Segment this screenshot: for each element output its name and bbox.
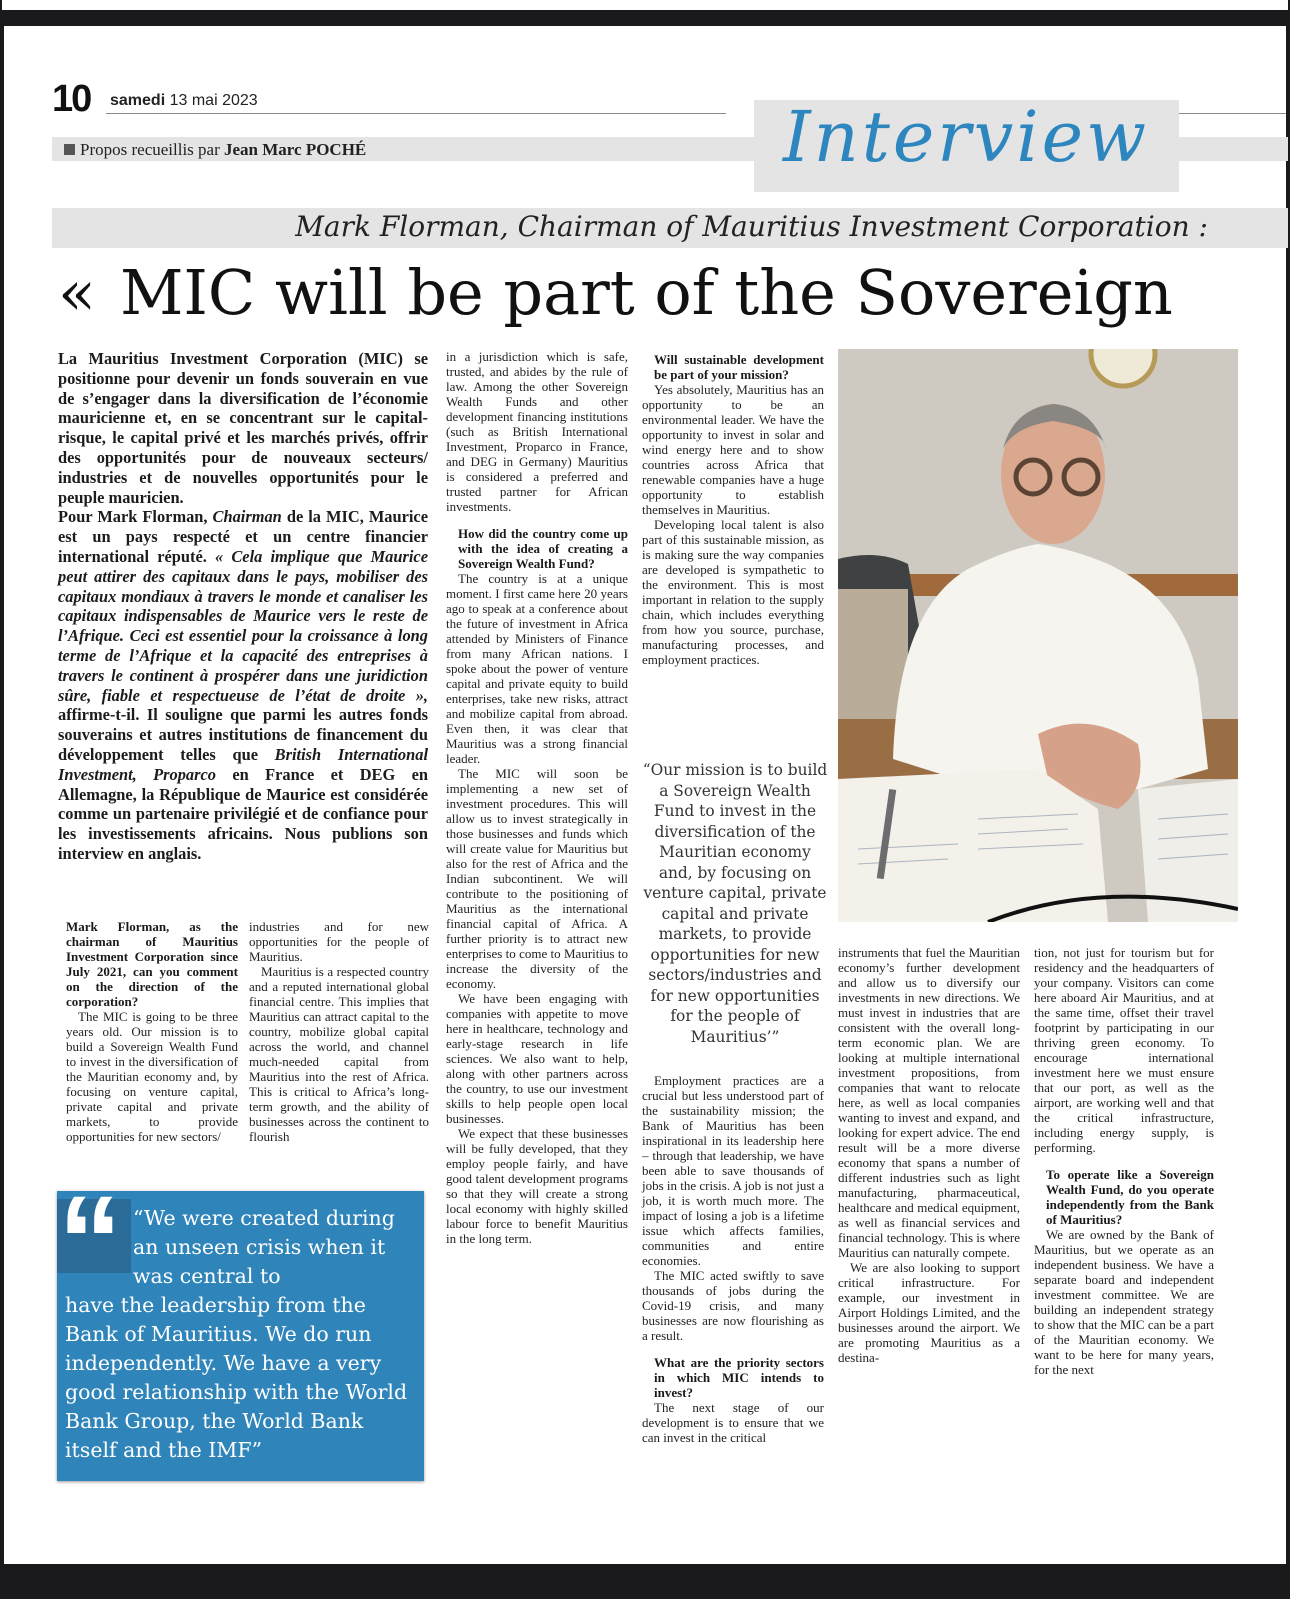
intro-text: en France et DEG en Allemagne, la République de Maurice est considérée comme un partenaire privilégié et de confiance pour les investissements africains. Nous publions son interview en anglais.: [58, 764, 428, 863]
article-column-6: [1034, 945, 1214, 1377]
intro-italic: British International Investment, Proparco: [58, 744, 428, 784]
intro-paragraph: [58, 507, 428, 863]
interview-answer: We have been engaging with companies with appetite to move here in healthcare, technology and early-stage research in life sciences. We also want to help, along with other partners across the country, to use our investment skills to help people open local businesses.: [446, 991, 628, 1126]
top-page-edge: [0, 0, 1290, 10]
square-bullet-icon: [64, 144, 75, 155]
page-number: 10: [52, 78, 91, 120]
interview-answer: Mauritius is a respected country and a reputed international global financial centre. This implies that Mauritius can attract capital to the country, mobilize global capital across the world, and channel much-needed capital from Mauritius into the rest of Africa. This is critical to Africa’s long-term growth, and the ability of businesses across the continent to flourish: [249, 964, 429, 1144]
pull-quote: “Our mission is to build a Sovereign Wealth Fund to invest in the diversification of the Mauritian economy and, by focusing on venture capital, private capital and private markets, to provide opportunities for new sectors/industries and for new opportunities for the people of Mauritius’”: [642, 761, 828, 1046]
headline-open-quote: «: [58, 256, 96, 329]
article-column-5: [838, 945, 1020, 1365]
interview-answer: tion, not just for tourism but for residency and the headquarters of your company. Visitors can come here aboard Air Mauritius, and at the same time, offset their travel footprint by participating in our thriving green economy. To encourage international investment here we must ensure that our port, as well as the airport, are working well and that the critical infrastructure, including energy supply, is performing.: [1034, 945, 1214, 1155]
header-rule-left: [106, 113, 726, 114]
interview-answer: The MIC acted swiftly to save thousands of jobs during the Covid-19 crisis, and many businesses are now flourishing as a result.: [642, 1268, 824, 1343]
dateline: [110, 92, 258, 110]
interview-answer: industries and for new opportunities for the people of Mauritius.: [249, 919, 429, 964]
interview-question: To operate like a Sovereign Wealth Fund, do you operate independently from the Bank of Mauritius?: [1046, 1167, 1214, 1227]
date-label: 13 mai 2023: [169, 92, 258, 109]
day-label: samedi: [110, 92, 166, 109]
chair-back: [838, 589, 908, 719]
highlight-quote-lead: “We were created during an unseen crisis when it was central to: [133, 1206, 395, 1288]
interview-answer: The MIC is going to be three years old. Our mission is to build a Sovereign Wealth Fund to invest in the diversification of the Mauritian economy and, by focusing on venture capital, private capital and private markets, to provide opportunities for new sectors/: [66, 1009, 238, 1144]
highlight-quote-rest: have the leadership from the Bank of Mauritius. We do run independently. We have a very good relationship with the World Bank Group, the World Bank itself and the IMF”: [65, 1293, 408, 1462]
interview-question: How did the country come up with the idea of creating a Sovereign Wealth Fund?: [458, 526, 628, 571]
intro-text: Pour Mark Florman,: [58, 507, 208, 527]
intro-paragraph: La Mauritius Investment Corporation (MIC) se positionne pour devenir un fonds souverain en vue de s’engager dans la diversification de l’économie mauricienne et, en se concentrant sur le capital-risque, le capital privé et les marchés privés, offrir des opportunités pour de nouveaux secteurs/ industries et de nouvelles opportunités pour le peuple mauricien.: [58, 349, 428, 507]
byline-author: Jean Marc POCHÉ: [224, 140, 367, 159]
portrait-illustration: [838, 349, 1238, 922]
article-subtitle: Mark Florman, Chairman of Mauritius Investment Corporation :: [295, 210, 1208, 243]
header-rule-right: [1175, 113, 1286, 114]
interviewee-photo: [838, 349, 1238, 922]
article-headline: [58, 256, 1173, 329]
interview-question: What are the priority sectors in which MIC intends to invest?: [654, 1355, 824, 1400]
interview-answer: We expect that these businesses will be fully developed, that they employ people fairly, and have good talent development programs so that they will create a strong local economy with highly skilled labour force to benefit Mauritius in the long term.: [446, 1126, 628, 1246]
article-column-3: [446, 349, 628, 1246]
intro-text: affirme-t-il. Il souligne que parmi les autres fonds souverains et autres institutions de financement du développement telles que: [58, 705, 428, 764]
article-column-2: [249, 919, 429, 1144]
quote-mark-icon: “: [58, 1170, 122, 1313]
interview-question: Mark Florman, as the chairman of Mauritius Investment Corporation since July 2021, can you comment on the direction of the corporation?: [66, 919, 238, 1009]
byline-prefix: Propos recueillis par: [80, 140, 220, 159]
section-title: Interview: [782, 96, 1150, 178]
interview-answer: instruments that fuel the Mauritian economy’s further development and allow us to diversify our investments in new directions. We must invest in industries that are consistent with the overall long-term economic plan. We are looking at multiple international investment propositions, from companies that want to relocate here, as well as local companies wanting to invest and expand, and looking for expert advice. The end result will be a more diverse economy that spans a number of different industries such as light manufacturing, pharmaceutical, healthcare and medical equipment, as well as financial services and financial technology. This is where Mauritius can naturally compete.: [838, 945, 1020, 1260]
article-intro: [58, 349, 428, 864]
intro-italic: Chairman: [212, 507, 282, 527]
intro-quote: « Cela implique que Maurice peut attirer des capitaux dans le pays, mobiliser des capitaux mondiaux à travers le monde et canaliser les capitaux indispensables de Maurice vers le reste de l’Afrique. Ceci est essentiel pour la croissance à long terme de l’Afrique et la capacité des entreprises à travers le continent à prospérer dans une juridiction sûre, fiable et respectueuse de l’état de droite »,: [58, 546, 428, 705]
interview-answer: in a jurisdiction which is safe, trusted, and abides by the rule of law. Among the other Sovereign Wealth Funds and other development financing institutions (such as British International Investment, Proparco in France, and DEG in Germany) Mauritius is considered a preferred and trusted partner for African investments.: [446, 349, 628, 514]
article-column-1: [66, 919, 238, 1144]
interview-answer: Developing local talent is also part of this sustainable mission, as is making sure the way companies are developed is sympathetic to the environment. This is most important in relation to the supply chain, which includes everything from how you source, purchase, manufacturing processes, and employment practices.: [642, 517, 824, 667]
byline: [64, 140, 366, 160]
interview-answer: The MIC will soon be implementing a new set of investment procedures. This will allow us to invest strategically in those businesses and funds which will create value for Mauritius but also for the rest of Africa and the Indian subcontinent. We will contribute to the positioning of Mauritius as the international financial capital of Africa. A further priority is to attract new enterprises to come to Mauritius to increase the diversity of the economy.: [446, 766, 628, 991]
interview-question: Will sustainable development be part of your mission?: [654, 352, 824, 382]
interview-answer: Employment practices are a crucial but less understood part of the sustainability mission; the Bank of Mauritius has been inspirational in its leadership here – through that leadership, we have been able to save thousands of jobs in the crisis. A job is not just a job, it is worth much more. The impact of losing a job is a lifetime issue which affects families, communities and entire economies.: [642, 1073, 825, 1268]
interview-answer: We are also looking to support critical infrastructure. For example, our investment in Airport Holdings Limited, and the businesses around the airport. We are promoting Mauritius as a destina-: [838, 1260, 1020, 1365]
interview-answer: The next stage of our development is to ensure that we can invest in the critical: [642, 1400, 824, 1445]
intro-text: de la MIC, Maurice est un pays respecté et un centre financier international réputé.: [58, 507, 428, 566]
article-column-4: [642, 352, 824, 667]
article-column-4-continued: [642, 1073, 824, 1445]
interview-answer: The country is at a unique moment. I first came here 20 years ago to speak at a conference about the future of investment in Africa attended by Ministers of Finance from many African nations. I spoke about the power of venture capital and private equity to build enterprises, take new risks, attract and mobilize capital from abroad. Even then, it was clear that Mauritius was a strong financial leader.: [446, 571, 628, 766]
headline-text: MIC will be part of the Sovereign: [119, 256, 1173, 329]
interview-answer: We are owned by the Bank of Mauritius, but we operate as an independent business. We have a separate board and independent investment committee. We are building an independent strategy to show that the MIC can be a part of the Mauritian economy. We want to be here for many years, for the next: [1034, 1227, 1214, 1377]
highlight-quote-text: [65, 1204, 420, 1465]
interview-answer: Yes absolutely, Mauritius has an opportunity to be an environmental leader. We have the opportunity to invest in solar and wind energy here and to show countries across Africa that renewable companies have a huge opportunity to establish themselves in Mauritius.: [642, 382, 824, 517]
